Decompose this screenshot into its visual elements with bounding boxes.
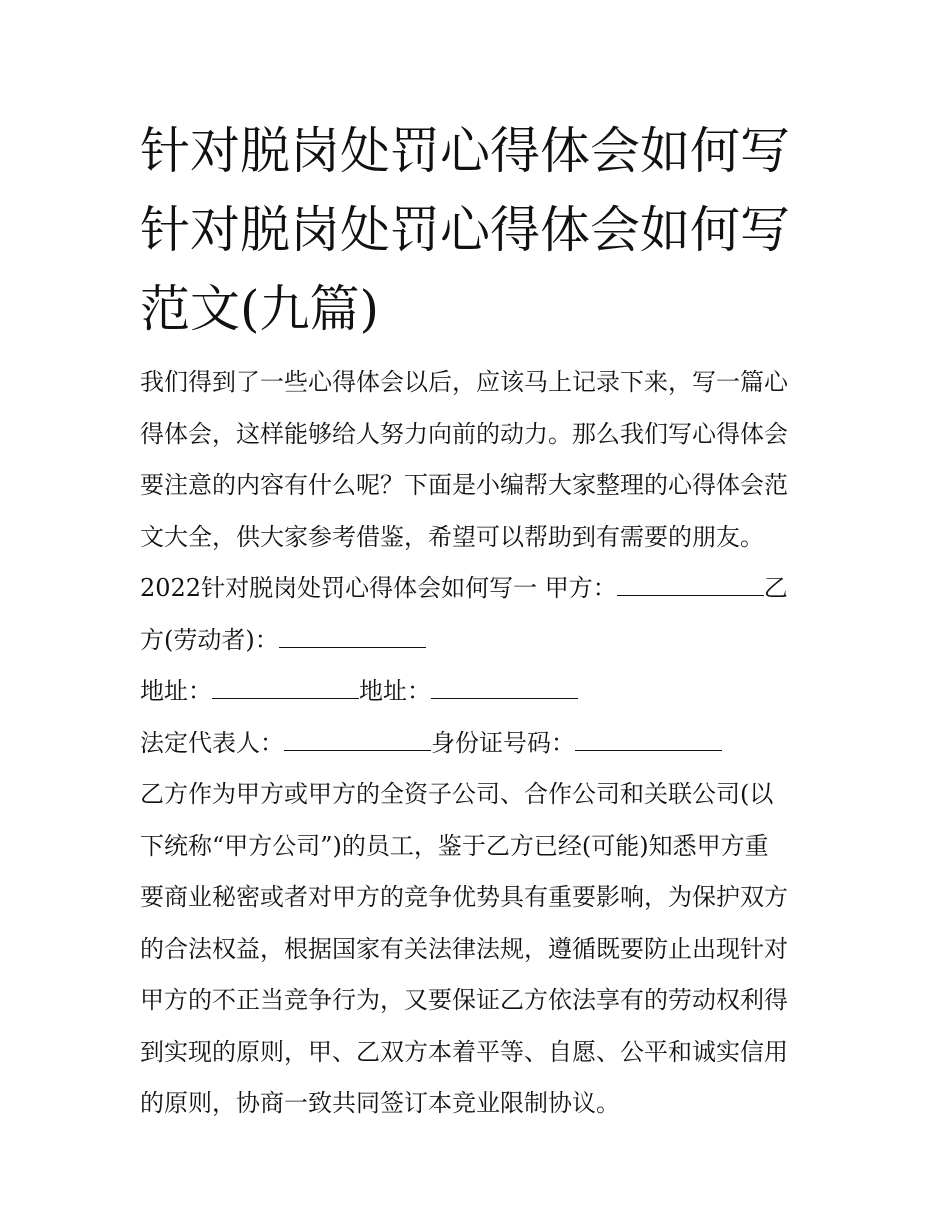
party-a-blank [617,573,764,596]
title-line-1: 针对脱岗处罚心得体会如何写 [140,122,790,180]
party-b-line [140,615,830,667]
address-line [140,666,830,718]
address-label-b: 地址： [359,677,431,705]
body-line: 的合法权益，根据国家有关法律法规，遵循既要防止出现针对 [140,934,788,963]
contract-heading-line [140,563,830,615]
address-b-blank [431,676,578,699]
body-line: 的原则，协商一致共同签订本竞业限制协议。 [140,1089,620,1117]
representative-line [140,718,830,770]
legal-rep-blank [284,728,431,751]
address-a-blank [212,676,359,699]
intro-line: 我们得到了一些心得体会以后，应该马上记录下来，写一篇心 [140,368,788,396]
intro-line: 要注意的内容有什么呢？下面是小编帮大家整理的心得体会范 [140,471,788,499]
intro-line: 得体会，这样能够给人努力向前的动力。那么我们写心得体会 [140,419,788,448]
party-b-label-start: 乙 [763,574,788,602]
contract-heading: 2022针对脱岗处罚心得体会如何写一 甲方： [140,574,617,602]
address-label-a: 地址： [140,677,212,705]
id-number-label: 身份证号码： [431,728,575,757]
party-b-label: 方(劳动者)： [140,625,279,654]
document-body [140,357,830,1130]
id-number-blank [575,728,722,751]
body-line: 要商业秘密或者对甲方的竞争优势具有重要影响，为保护双方 [140,883,788,911]
body-line: 乙方作为甲方或甲方的全资子公司、合作公司和关联公司(以 [140,780,774,808]
party-b-blank [279,625,426,648]
body-line: 到实现的原则，甲、乙双方本着平等、自愿、公平和诚实信用 [140,1037,788,1066]
intro-line: 文大全，供大家参考借鉴，希望可以帮助到有需要的朋友。 [140,522,764,551]
body-line: 甲方的不正当竞争行为，又要保证乙方依法享有的劳动权利得 [140,986,788,1014]
body-line: 下统称“甲方公司”)的员工，鉴于乙方已经(可能)知悉甲方重 [140,831,769,860]
legal-rep-label: 法定代表人： [140,728,284,757]
title-line-3: 范文(九篇) [140,280,380,338]
title-line-2: 针对脱岗处罚心得体会如何写 [140,201,790,259]
document-title [140,112,830,349]
